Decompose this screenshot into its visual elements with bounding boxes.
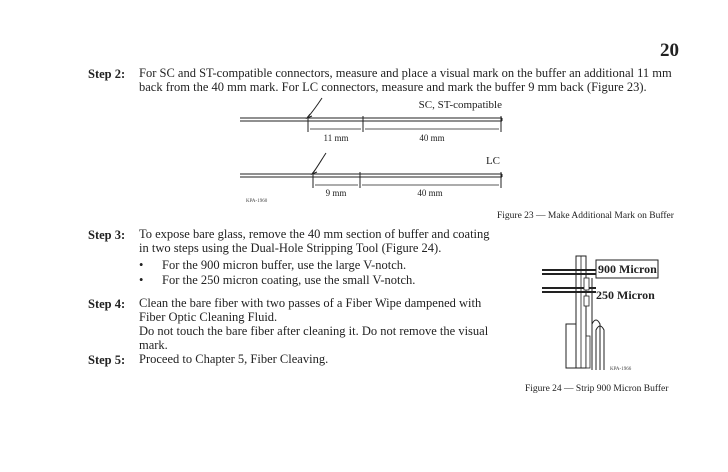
- figure-23-code: KPA-1960: [246, 199, 268, 204]
- figure-24-code: KPA-1966: [610, 367, 632, 372]
- bullet-dot: •: [139, 258, 144, 272]
- step-4-line-2: Fiber Optic Cleaning Fluid.: [139, 310, 278, 324]
- sc-dim-40mm-label: 40 mm: [419, 133, 445, 143]
- step-2-label: Step 2:: [88, 67, 126, 81]
- step-3-label: Step 3:: [88, 228, 126, 242]
- step-4-line-4: mark.: [139, 338, 168, 352]
- step-5-line-1: Proceed to Chapter 5, Fiber Cleaving.: [139, 352, 329, 366]
- sc-dim-11mm-label: 11 mm: [323, 133, 349, 143]
- label-900-micron: 900 Micron: [598, 262, 657, 276]
- step-4-line-3: Do not touch the bare fiber after cleaning it. Do not remove the visual: [139, 324, 489, 338]
- step-3-bullet-2: [139, 273, 415, 288]
- step-5-label: Step 5:: [88, 353, 126, 367]
- step-4-label: Step 4:: [88, 297, 126, 311]
- page-number: 20: [660, 40, 679, 61]
- step-4-line-1: Clean the bare fiber with two passes of a Fiber Wipe dampened with: [139, 296, 482, 310]
- figure-23-label-sc: SC, ST-compatible: [418, 99, 502, 111]
- step-3-line-1: To expose bare glass, remove the 40 mm section of buffer and coating: [139, 227, 490, 241]
- label-250-micron: 250 Micron: [596, 288, 655, 302]
- step-2-line-1: For SC and ST-compatible connectors, measure and place a visual mark on the buffer an additional 11 mm: [139, 66, 672, 80]
- step-3-line-2: in two steps using the Dual-Hole Stripping Tool (Figure 24).: [139, 241, 442, 255]
- lc-dim-40mm-label: 40 mm: [417, 188, 443, 198]
- step-3-bullet-1-text: For the 900 micron buffer, use the large V-notch.: [162, 258, 407, 272]
- figure-23-diagram: [230, 96, 520, 208]
- bullet-dot: •: [139, 273, 144, 287]
- figure-24-diagram: [540, 252, 680, 374]
- figure-23-label-lc: LC: [485, 155, 500, 167]
- lc-dim-9mm-label: 9 mm: [325, 188, 347, 198]
- figure-23-caption: Figure 23 — Make Additional Mark on Buffer: [497, 211, 674, 221]
- figure-24-caption: Figure 24 — Strip 900 Micron Buffer: [525, 384, 669, 394]
- step-3-bullet-1: [139, 258, 406, 273]
- step-2-line-2: back from the 40 mm mark. For LC connectors, measure and mark the buffer 9 mm back (Figure 23).: [139, 80, 647, 94]
- step-3-bullet-2-text: For the 250 micron coating, use the small V-notch.: [162, 273, 416, 287]
- tool-handle-left: [566, 324, 576, 368]
